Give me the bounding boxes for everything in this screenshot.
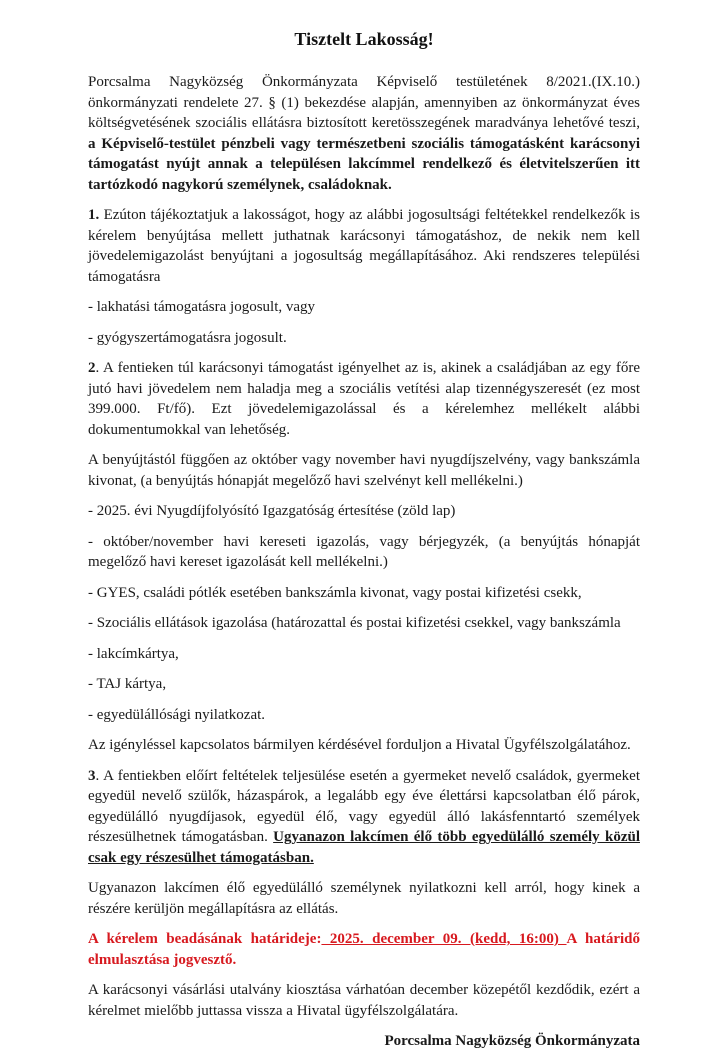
- list-item: - Szociális ellátások igazolása (határozattal és postai kifizetési csekkel, vagy bankszámla: [88, 615, 621, 631]
- deadline-label: A kérelem beadásának határideje:: [88, 931, 322, 947]
- notice-document: [88, 28, 640, 1052]
- intro-paragraph: [88, 72, 640, 195]
- section-3-text: . A fentiekben előírt feltételek teljesülése esetén a gyermeket nevelő családok, gyermeket egyedül nevelő szülők, házaspárok, a legalább egy éve élettársi kapcsolatban élő párok, egyedülálló nyugdíjasok, egyedül élő, vagy egyedül álló lakásfenntartó személyek részesülhetnek támogatásban.: [88, 767, 640, 845]
- deadline-note: A határidő elmulasztása jogvesztő.: [88, 931, 640, 968]
- intro-text: Porcsalma Nagyközség Önkormányzata Képviselő testületének 8/2021.(IX.10.) önkormányzati rendelete 27. § (1) bekezdése alapján, amennyiben az önkormányzat éves költségvetésének szociális ellátásra biztosított keretösszegének maradványa lehetővé teszi,: [88, 74, 640, 131]
- list-item: - egyedülállósági nyilatkozat.: [88, 706, 266, 723]
- page-title: Tisztelt Lakosság!: [294, 29, 434, 49]
- section-1-paragraph: [88, 205, 640, 287]
- section-3-number: 3: [88, 767, 96, 784]
- closing-paragraph: A karácsonyi vásárlási utalvány kiosztása várhatóan december közepétől kezdődik, ezért a kérelmet mielőbb juttassa vissza a Hivatal ügyfélszolgálatára.: [88, 982, 640, 1019]
- list-item: - gyógyszertámogatásra jogosult.: [88, 329, 287, 346]
- section-2-number: 2: [88, 360, 96, 376]
- deadline-paragraph: [88, 929, 640, 970]
- list-item: - GYES, családi pótlék esetében bankszámla kivonat, vagy postai kifizetési csekk,: [88, 584, 582, 601]
- section-3-paragraph: [88, 766, 640, 869]
- list-item: - lakcímkártya,: [88, 645, 179, 662]
- list-item: - 2025. évi Nyugdíjfolyósító Igazgatóság értesítése (zöld lap): [88, 503, 456, 519]
- deadline-date: 2025. december 09. (kedd, 16:00): [321, 931, 567, 947]
- list-item: - lakhatási támogatásra jogosult, vagy: [88, 299, 316, 315]
- declaration-note: Ugyanazon lakcímen élő egyedülálló személynek nyilatkozni kell arról, hogy kinek a részére kerüljön megállapításra az ellátás.: [88, 880, 640, 917]
- contact-note: Az igényléssel kapcsolatos bármilyen kérdésével forduljon a Hivatal Ügyfélszolgálatához.: [88, 737, 631, 753]
- list-item: - TAJ kártya,: [88, 676, 167, 692]
- intro-bold-text: a Képviselő-testület pénzbeli vagy természetbeni szociális támogatásként karácsonyi támogatást nyújt annak a településen lakcímmel rendelkező és életvitelszerűen itt tartózkodó nagykorú személynek, családoknak.: [88, 135, 640, 193]
- section-1-number: 1.: [88, 207, 100, 223]
- signature: Porcsalma Nagyközség Önkormányzata: [384, 1033, 640, 1049]
- section-3-emphasis: Ugyanazon lakcímen élő több egyedülálló személy közül csak egy részesülhet támogatásban.: [88, 829, 640, 866]
- section-2-text: . A fentieken túl karácsonyi támogatást igényelhet az is, akinek a családjában az egy főre jutó havi jövedelem nem haladja meg a szociális vetítési alap tizennégyszeresét (ez most 399.000. Ft/fő). Ezt jövedelemigazolással és a kérelemhez mellékelt alábbi dokumentumokkal van lehetőség.: [88, 360, 640, 438]
- pension-note: A benyújtástól függően az október vagy november havi nyugdíjszelvény, vagy bankszámla kivonat, (a benyújtás hónapját megelőző havi szelvényt kell mellékelni.): [88, 452, 640, 489]
- list-item: - október/november havi kereseti igazolás, vagy bérjegyzék, (a benyújtás hónapját megelőző havi kereset igazolását kell mellékelni.): [88, 533, 640, 570]
- section-1-text: Ezúton tájékoztatjuk a lakosságot, hogy az alábbi jogosultsági feltétekkel rendelkezők is kérelem benyújtása mellett juthatnak karácsonyi támogatáshoz, de nekik nem kell jövedelemigazolást benyújtani a jogosultság megállapításához. Aki rendszeres települési támogatásra: [88, 207, 640, 285]
- section-2-paragraph: [88, 358, 640, 440]
